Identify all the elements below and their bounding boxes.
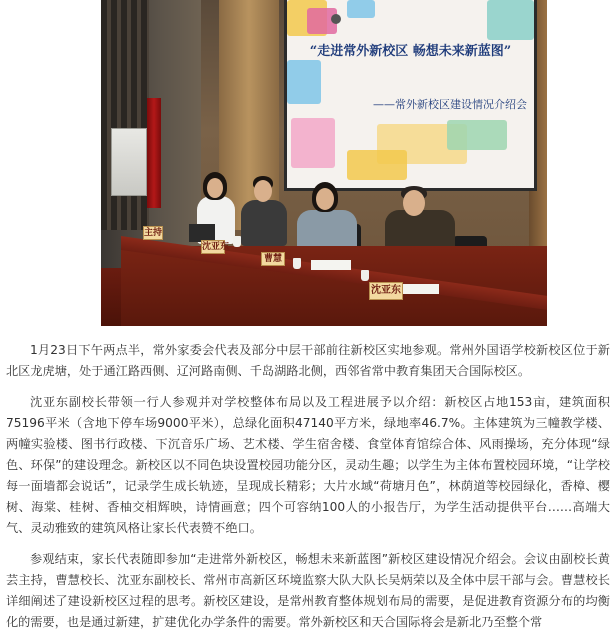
red-flag: [147, 98, 161, 208]
cup: [293, 258, 301, 269]
nameplate: 沈亚东: [202, 242, 230, 252]
screen-decor: [447, 120, 507, 150]
cup: [361, 270, 369, 281]
article-paragraph: 1月23日下午两点半，常外家委会代表及部分中层干部前往新校区实地参观。常州外国语学校新校区位于新北区龙虎塘，处于通江路西侧、辽河路南侧、千岛湖路北侧，西邻省常中教育集团天合国际校区。: [6, 343, 610, 378]
nameplate: 主持: [144, 228, 163, 238]
screen-decor: [291, 118, 335, 168]
speaker-icon: [331, 14, 341, 24]
projection-screen: [284, 0, 537, 191]
screen-decor: [487, 0, 534, 40]
screen-decor: [347, 0, 375, 18]
article-paragraph: 沈亚东副校长带领一行人参观并对学校整体布局以及工程进展予以介绍：新校区占地153亩，建筑面积75196平米（含地下停车场9000平米），总绿化面积47140平方米，绿地率46.7%。主体建筑为三幢教学楼、两幢实验楼、图书行政楼、下沉音乐广场、艺术楼、学生宿舍楼、食堂体育馆综合体、风雨操场，充分体现“绿色、环保”的建设理念。新校区以不同色块设置校园功能分区，灵动生趣；以学生为主体布置校园环境，“让学校每一面墙都会说话”，记录学生成长轨迹，呈现成长精彩；大片水域“荷塘月色”，林荫道等校园绿化，香樟、樱树、海棠、桂树、香柚交相辉映，诗情画意；四个可容纳100人的小报告厅，为学生活动提供平台……高端大气、灵动雅致的建筑风格让家长代表赞不绝口。: [6, 395, 610, 535]
paper: [401, 284, 439, 294]
nameplate: 曹慧: [261, 252, 285, 266]
article-body: [6, 340, 610, 643]
nameplate: 沈亚东: [369, 282, 403, 300]
screen-decor: [287, 60, 321, 104]
paper: [311, 260, 351, 270]
cup: [233, 236, 241, 247]
screen-title: “走进常外新校区 畅想未来新蓝图”: [309, 44, 512, 59]
screen-decor: [347, 150, 407, 180]
screen-subtitle: ——常外新校区建设情况介绍会: [373, 98, 527, 111]
article-paragraph: 参观结束，家长代表随即参加“走进常外新校区，畅想未来新蓝图”新校区建设情况介绍会。会议由副校长黄芸主持，曹慧校长、沈亚东副校长、常州市高新区环境监察大队大队长吴炳荣以及全体中层干部与会。曹慧校长详细阐述了建设新校区过程的思考。新校区建设，是常州教育整体规划布局的需要，是促进教育资源分布的均衡化的需要，也是通过新建，扩建优化办学条件的需要。常外新校区和天合国际将会是新北乃至整个常: [6, 552, 610, 629]
meeting-photo: [101, 0, 547, 326]
air-conditioner: [111, 128, 147, 196]
